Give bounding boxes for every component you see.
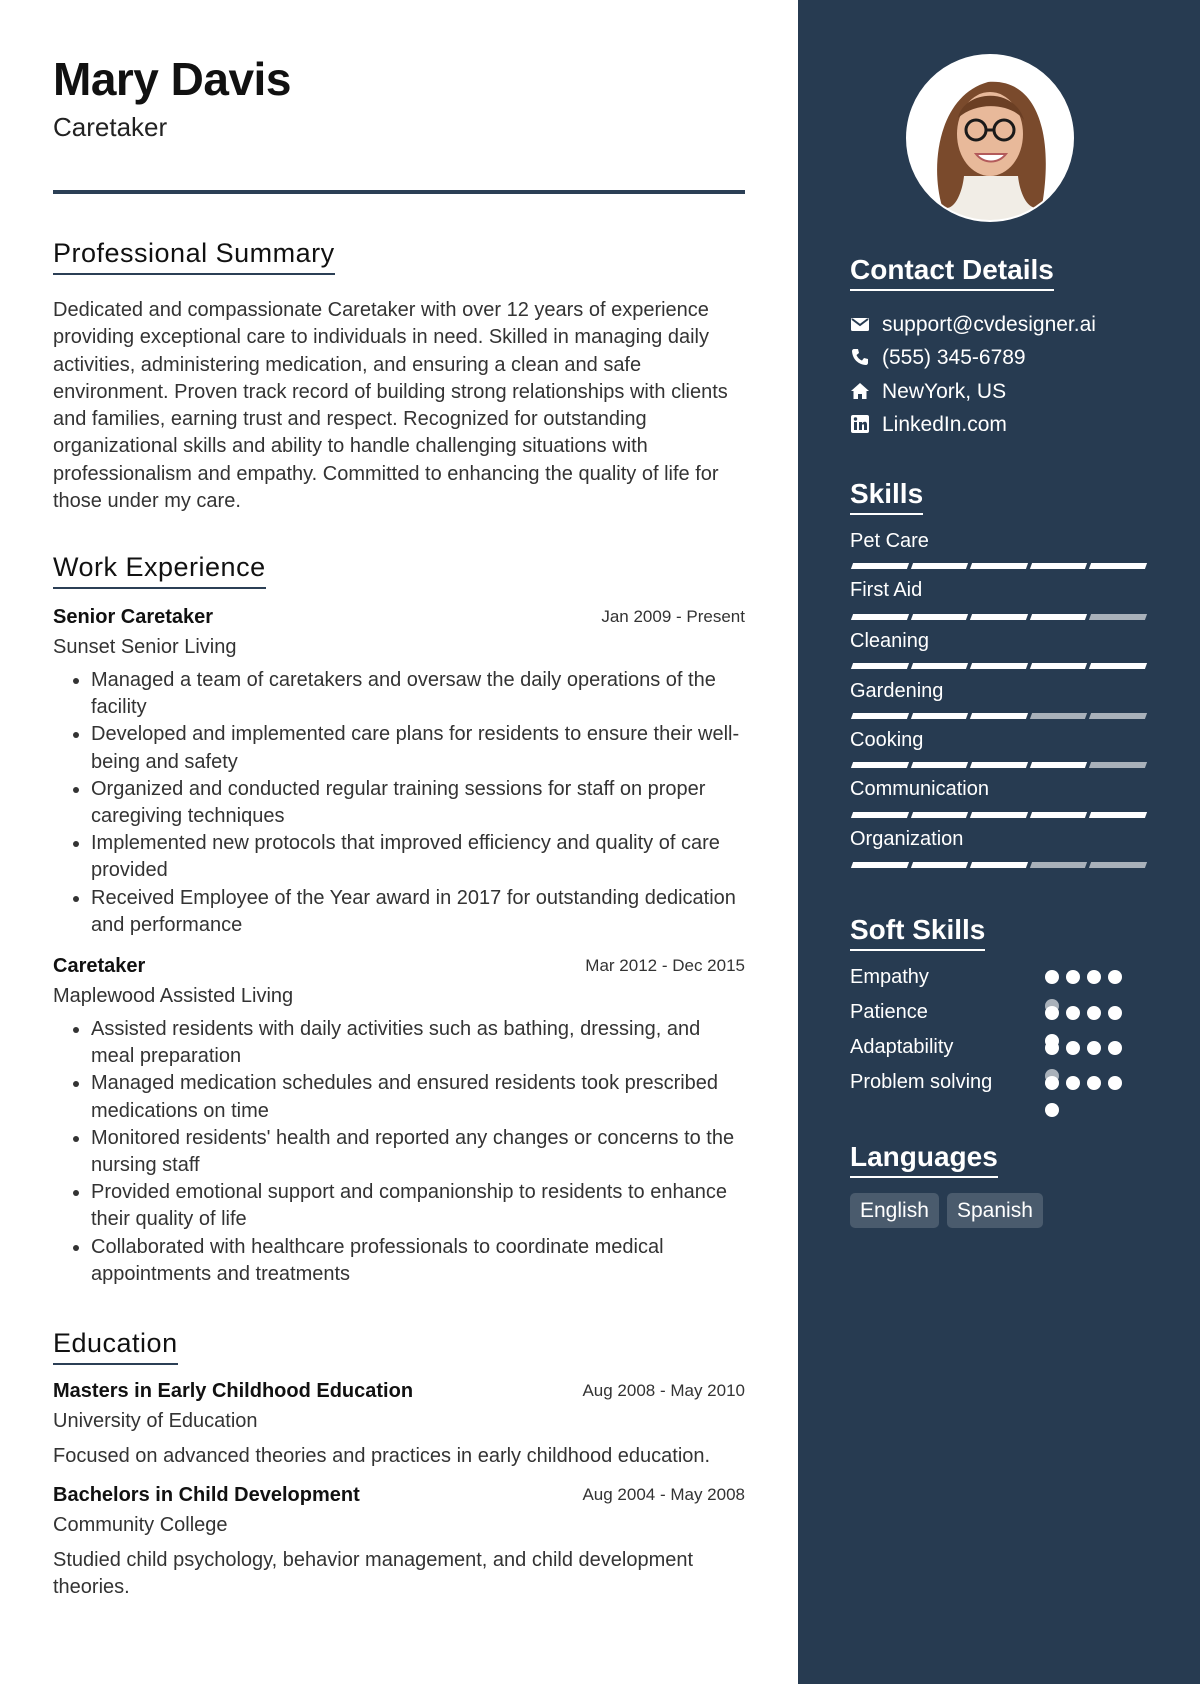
rating-dot (1045, 1006, 1059, 1020)
education-entry (53, 1484, 745, 1601)
skill-bar-segment (1030, 713, 1088, 719)
skill-name: Cooking (850, 729, 924, 751)
skill-bar-segment (1089, 614, 1147, 620)
degree-title: Bachelors in Child Development (53, 1484, 360, 1506)
skill-bar-segment (1030, 862, 1088, 868)
language-chip: Spanish (947, 1193, 1043, 1228)
education-description: Studied child psychology, behavior management, and child development theories. (53, 1549, 694, 1599)
rating-dot (1087, 1041, 1101, 1055)
skill-bar-segment (970, 762, 1028, 768)
skill-name: Pet Care (850, 530, 929, 552)
skill-bar-segment (1030, 663, 1088, 669)
skill-bar-segment (911, 762, 969, 768)
skill-bar-segment (1089, 563, 1147, 569)
languages-heading: Languages (850, 1141, 998, 1178)
job-dates: Jan 2009 - Present (601, 607, 745, 626)
rating-dot (1066, 1041, 1080, 1055)
list-item: • Managed a team of caretakers and oversaw the daily operations of the facility (91, 667, 745, 721)
skill-bar-segment (851, 812, 909, 818)
job-company: Maplewood Assisted Living (53, 985, 294, 1007)
skill-bar-segment (911, 812, 969, 818)
home-icon (850, 381, 870, 401)
soft-skills-heading: Soft Skills (850, 914, 985, 951)
skill-bar-segment (851, 862, 909, 868)
skill-bar (851, 862, 1147, 868)
education-entry (53, 1380, 745, 1470)
skill-bar-segment (970, 812, 1028, 818)
skill-bar-segment (851, 663, 909, 669)
phone-icon (850, 347, 870, 367)
skill-bar-segment (1089, 862, 1147, 868)
soft-skill-name: Problem solving (850, 1071, 993, 1093)
job-title: Senior Caretaker (53, 606, 214, 628)
contact-linkedin[interactable] (850, 413, 1007, 443)
skill-bar-segment (911, 563, 969, 569)
rating-dot (1066, 1076, 1080, 1090)
skill-bar (851, 663, 1147, 669)
soft-skill-name: Adaptability (850, 1036, 954, 1058)
job-entry (53, 606, 745, 939)
skill-name: First Aid (850, 579, 923, 601)
skill-bar-segment (1030, 563, 1088, 569)
skill-bar-segment (1089, 713, 1147, 719)
language-chip: English (850, 1193, 939, 1228)
job-bullets (53, 667, 745, 939)
list-item: • Provided emotional support and companionship to residents to enhance their quality of life (91, 1179, 745, 1233)
contact-location-text: NewYork, US (882, 380, 1007, 403)
rating-dot (1066, 1006, 1080, 1020)
skill-bar (851, 762, 1147, 768)
rating-dot (1045, 970, 1059, 984)
skill-bar-segment (1089, 812, 1147, 818)
list-item: • Collaborated with healthcare professionals to coordinate medical appointments and treatments (91, 1234, 745, 1288)
experience-heading: Work Experience (53, 552, 266, 589)
contact-linkedin-text: LinkedIn.com (882, 413, 1007, 436)
skill-bar-segment (970, 614, 1028, 620)
avatar (908, 56, 1072, 220)
profile-photo (906, 54, 1074, 222)
job-title: Caretaker (53, 955, 146, 977)
list-item: • Developed and implemented care plans for residents to ensure their well-being and safety (91, 721, 745, 775)
skill-bar-segment (970, 862, 1028, 868)
rating-dot (1045, 1041, 1059, 1055)
education-heading: Education (53, 1328, 178, 1365)
skill-bar-segment (911, 713, 969, 719)
skill-name: Gardening (850, 680, 944, 702)
soft-skill-name: Patience (850, 1001, 928, 1023)
skill-bar-segment (1030, 812, 1088, 818)
rating-dot (1108, 1041, 1122, 1055)
skill-bar-segment (911, 663, 969, 669)
skill-bar-segment (911, 614, 969, 620)
skills-heading: Skills (850, 478, 923, 515)
contact-phone[interactable] (850, 346, 1026, 376)
rating-dot (1087, 1006, 1101, 1020)
contact-email[interactable] (850, 313, 1096, 343)
skill-bar-segment (1089, 663, 1147, 669)
rating-dot (1066, 970, 1080, 984)
contact-location (850, 380, 1006, 410)
rating-dot (1108, 1076, 1122, 1090)
rating-dot (1108, 970, 1122, 984)
rating-dot (1087, 1076, 1101, 1090)
skill-name: Cleaning (850, 630, 929, 652)
contact-phone-text: (555) 345-6789 (882, 346, 1026, 369)
job-entry (53, 955, 745, 1288)
skill-name: Communication (850, 778, 989, 800)
skill-bar-segment (970, 563, 1028, 569)
skill-bar (851, 563, 1147, 569)
skill-bar (851, 713, 1147, 719)
education-description: Focused on advanced theories and practices in early childhood education. (53, 1445, 711, 1467)
skill-bar-segment (851, 614, 909, 620)
soft-skill-name: Empathy (850, 966, 929, 988)
skill-bar-segment (1030, 762, 1088, 768)
job-company: Sunset Senior Living (53, 636, 237, 658)
rating-dot (1045, 1103, 1059, 1117)
job-dates: Mar 2012 - Dec 2015 (585, 956, 745, 975)
list-item: • Organized and conducted regular training sessions for staff on proper caregiving techniques (91, 776, 745, 830)
candidate-title: Caretaker (53, 112, 168, 142)
summary-text: Dedicated and compassionate Caretaker with over 12 years of experience providing exceptional care to individuals in need. Skilled in managing daily activities, administering medication, and ensuring a clean and safe environment. Proven track record of building strong relationships with clients and families, earning trust and respect. Recognized for outstanding organizational skills and ability to handle challenging situations with professionalism and empathy. Committed to enhancing the quality of life for those under my care. (53, 299, 728, 513)
job-bullets (53, 1016, 745, 1288)
candidate-name: Mary Davis (53, 53, 291, 105)
skill-bar-segment (851, 762, 909, 768)
skill-bar-segment (1030, 614, 1088, 620)
contact-heading: Contact Details (850, 254, 1054, 291)
skill-bar-segment (970, 663, 1028, 669)
skill-bar-segment (911, 862, 969, 868)
education-dates: Aug 2004 - May 2008 (582, 1485, 745, 1504)
linkedin-icon (850, 414, 870, 434)
list-item: • Monitored residents' health and reported any changes or concerns to the nursing staff (91, 1125, 745, 1179)
rating-dot (1087, 970, 1101, 984)
skill-bar (851, 614, 1147, 620)
list-item: • Assisted residents with daily activities such as bathing, dressing, and meal preparation (91, 1016, 745, 1070)
skill-bar-segment (1089, 762, 1147, 768)
header-divider (53, 190, 745, 194)
school-name: University of Education (53, 1410, 258, 1432)
degree-title: Masters in Early Childhood Education (53, 1380, 414, 1402)
list-item: • Implemented new protocols that improved efficiency and quality of care provided (91, 830, 745, 884)
rating-dot (1108, 1006, 1122, 1020)
skill-bar (851, 812, 1147, 818)
skill-bar-segment (970, 713, 1028, 719)
list-item: • Received Employee of the Year award in 2017 for outstanding dedication and performance (91, 885, 745, 939)
skill-bar-segment (851, 713, 909, 719)
list-item: • Managed medication schedules and ensured residents took prescribed medications on time (91, 1070, 745, 1124)
summary-heading: Professional Summary (53, 238, 335, 275)
skill-bar-segment (851, 563, 909, 569)
envelope-icon (850, 314, 870, 334)
skill-name: Organization (850, 828, 964, 850)
rating-dot (1045, 1076, 1059, 1090)
education-dates: Aug 2008 - May 2010 (582, 1381, 745, 1400)
contact-email-text: support@cvdesigner.ai (882, 313, 1096, 336)
school-name: Community College (53, 1514, 228, 1536)
